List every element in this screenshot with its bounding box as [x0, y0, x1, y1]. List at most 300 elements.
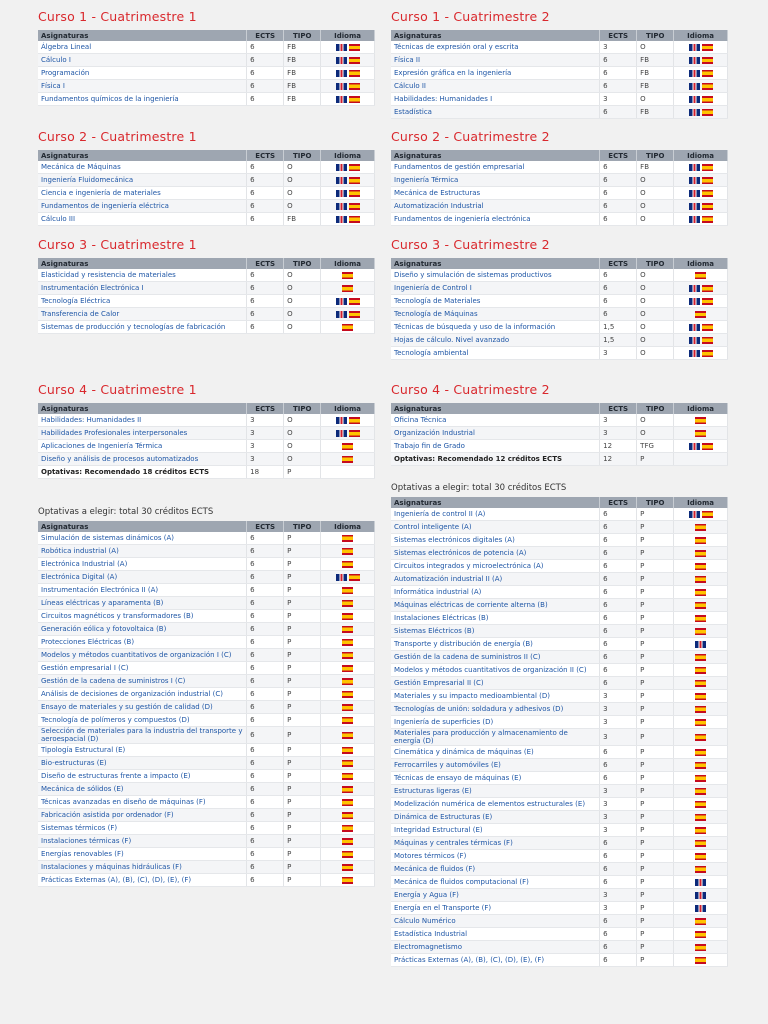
subject-link[interactable]: Sistemas electrónicos digitales (A): [391, 534, 600, 547]
subject-link[interactable]: Informática industrial (A): [391, 586, 600, 599]
subject-link[interactable]: Estadística Industrial: [391, 928, 600, 941]
spain-flag-icon: [342, 851, 353, 858]
subject-link[interactable]: Diseño y simulación de sistemas productivos: [391, 269, 600, 282]
idioma-cell: [674, 664, 728, 677]
spain-flag-icon: [702, 285, 713, 292]
spain-flag-icon: [349, 298, 360, 305]
subject-link[interactable]: Transporte y distribución de energía (B): [391, 638, 600, 651]
tipo-cell: P: [637, 625, 674, 638]
tipo-cell: TFG: [637, 440, 674, 453]
idioma-cell: [674, 347, 728, 360]
ects-cell: 6: [600, 560, 637, 573]
tipo-cell: O: [284, 453, 321, 466]
spain-flag-icon: [342, 548, 353, 555]
ects-cell: 6: [247, 744, 284, 757]
header-idioma: Idioma: [321, 258, 375, 269]
subject-link[interactable]: Habilidades: Humanidades I: [391, 93, 600, 106]
subject-link[interactable]: Física I: [38, 80, 247, 93]
subject-link[interactable]: Energía en el Transporte (F): [391, 902, 600, 915]
table-row: [38, 861, 375, 874]
ects-cell: 6: [600, 928, 637, 941]
ects-cell: 6: [247, 610, 284, 623]
spain-flag-icon: [695, 667, 706, 674]
spain-flag-icon: [695, 734, 706, 741]
subject-link[interactable]: Sistemas de producción y tecnologías de fabricación: [38, 321, 247, 334]
table-row: [391, 41, 728, 54]
table-row: [38, 558, 375, 571]
ects-cell: 6: [600, 850, 637, 863]
table-row: [38, 649, 375, 662]
subject-link[interactable]: Bio-estructuras (E): [38, 757, 247, 770]
tipo-cell: O: [284, 282, 321, 295]
spain-flag-icon: [695, 602, 706, 609]
ects-cell: 6: [247, 308, 284, 321]
tipo-cell: P: [637, 453, 674, 466]
subject-link[interactable]: Automatización Industrial: [391, 200, 600, 213]
table-row: [391, 638, 728, 651]
subject-link[interactable]: Automatización industrial II (A): [391, 573, 600, 586]
table-row: [391, 837, 728, 850]
subject-link[interactable]: Sistemas electrónicos de potencia (A): [391, 547, 600, 560]
subject-link[interactable]: Motores térmicos (F): [391, 850, 600, 863]
subject-link[interactable]: Estructuras ligeras (E): [391, 785, 600, 798]
subject-link[interactable]: Ciencia e ingeniería de materiales: [38, 187, 247, 200]
subject-link[interactable]: Técnicas de búsqueda y uso de la información: [391, 321, 600, 334]
subject-link[interactable]: Materiales y su impacto medioambiental (D): [391, 690, 600, 703]
spain-flag-icon: [349, 177, 360, 184]
spain-flag-icon: [342, 747, 353, 754]
subject-link[interactable]: Modelos y métodos cuantitativos de organización I (C): [38, 649, 247, 662]
subject-link[interactable]: Integridad Estructural (E): [391, 824, 600, 837]
subject-link[interactable]: Técnicas avanzadas en diseño de máquinas (F): [38, 796, 247, 809]
section-title: Curso 3 - Cuatrimestre 2: [391, 237, 550, 252]
spain-flag-icon: [695, 654, 706, 661]
subject-link[interactable]: Ingeniería de control II (A): [391, 508, 600, 521]
spain-flag-icon: [695, 537, 706, 544]
subject-link[interactable]: Tecnología ambiental: [391, 347, 600, 360]
idioma-cell: [321, 796, 375, 809]
spain-flag-icon: [342, 704, 353, 711]
spain-flag-icon: [342, 665, 353, 672]
subject-link[interactable]: Gestión de la cadena de suministros II (C): [391, 651, 600, 664]
subject-link[interactable]: Robótica industrial (A): [38, 545, 247, 558]
uk-flag-icon: [689, 337, 700, 344]
idioma-cell: [674, 915, 728, 928]
subject-link[interactable]: Gestión de la cadena de suministros I (C): [38, 675, 247, 688]
table-row: [391, 453, 728, 466]
tipo-cell: P: [637, 889, 674, 902]
idioma-cell: [674, 508, 728, 521]
spain-flag-icon: [695, 430, 706, 437]
header-asignaturas: Asignaturas: [38, 150, 247, 161]
table-row: [38, 662, 375, 675]
ects-cell: 3: [600, 414, 637, 427]
subject-link[interactable]: Trabajo fin de Grado: [391, 440, 600, 453]
tipo-cell: P: [637, 863, 674, 876]
subject-link[interactable]: Prácticas Externas (A), (B), (C), (D), (E), (F): [38, 874, 247, 887]
uk-flag-icon: [336, 164, 347, 171]
subject-link[interactable]: Instalaciones y máquinas hidráulicas (F): [38, 861, 247, 874]
spain-flag-icon: [695, 589, 706, 596]
header-asignaturas: Asignaturas: [38, 30, 247, 41]
subject-link[interactable]: Cinemática y dinámica de máquinas (E): [391, 746, 600, 759]
subject-link[interactable]: Dinámica de Estructuras (E): [391, 811, 600, 824]
idioma-cell: [321, 282, 375, 295]
subjects-table: [391, 30, 728, 119]
header-ects: ECTS: [247, 150, 284, 161]
subject-link[interactable]: Instalaciones térmicas (F): [38, 835, 247, 848]
header-ects: ECTS: [247, 258, 284, 269]
header-asignaturas: Asignaturas: [38, 258, 247, 269]
subject-link[interactable]: Fabricación asistida por ordenador (F): [38, 809, 247, 822]
ects-cell: 6: [600, 651, 637, 664]
subject-link[interactable]: Instrumentación Electrónica I: [38, 282, 247, 295]
subject-link[interactable]: Ingeniería Fluidomecánica: [38, 174, 247, 187]
table-row: [391, 295, 728, 308]
section-c2q2: [391, 129, 728, 226]
spain-flag-icon: [695, 762, 706, 769]
header-ects: ECTS: [247, 403, 284, 414]
uk-flag-icon: [689, 70, 700, 77]
subject-link[interactable]: Mecánica de Máquinas: [38, 161, 247, 174]
subject-link[interactable]: Instalaciones Eléctricas (B): [391, 612, 600, 625]
subject-link[interactable]: Cálculo III: [38, 213, 247, 226]
subject-link[interactable]: Fundamentos de ingeniería eléctrica: [38, 200, 247, 213]
spain-flag-icon: [702, 70, 713, 77]
idioma-cell: [674, 746, 728, 759]
table-row: [38, 874, 375, 887]
subject-link[interactable]: Ferrocarriles y automóviles (E): [391, 759, 600, 772]
subject-link[interactable]: Materiales para producción y almacenamiento de energía (D): [391, 729, 600, 746]
subject-link[interactable]: Diseño y análisis de procesos automatizados: [38, 453, 247, 466]
subject-link[interactable]: Expresión gráfica en la ingeniería: [391, 67, 600, 80]
subjects-table: [38, 521, 375, 887]
idioma-cell: [321, 295, 375, 308]
subject-link[interactable]: Instrumentación Electrónica II (A): [38, 584, 247, 597]
subject-link[interactable]: Protecciones Eléctricas (B): [38, 636, 247, 649]
ects-cell: 6: [247, 295, 284, 308]
subject-link[interactable]: Diseño de estructuras frente a impacto (E): [38, 770, 247, 783]
idioma-cell: [674, 798, 728, 811]
ects-cell: 3: [600, 729, 637, 746]
spain-flag-icon: [695, 680, 706, 687]
subject-link[interactable]: Cálculo II: [391, 80, 600, 93]
idioma-cell: [674, 41, 728, 54]
spain-flag-icon: [342, 285, 353, 292]
ects-cell: 3: [247, 427, 284, 440]
uk-flag-icon: [695, 641, 706, 648]
ects-cell: 6: [247, 727, 284, 744]
idioma-cell: [674, 414, 728, 427]
table-row: [391, 534, 728, 547]
subject-link[interactable]: Mecánica de fluidos (F): [391, 863, 600, 876]
subject-link[interactable]: Prácticas Externas (A), (B), (C), (D), (E), (F): [391, 954, 600, 967]
subject-link[interactable]: Ingeniería Térmica: [391, 174, 600, 187]
tipo-cell: O: [637, 174, 674, 187]
table-row: [38, 545, 375, 558]
spain-flag-icon: [695, 550, 706, 557]
subject-link[interactable]: Oficina Técnica: [391, 414, 600, 427]
table-row: [38, 80, 375, 93]
ects-cell: 6: [247, 714, 284, 727]
ects-cell: 3: [600, 716, 637, 729]
subject-link[interactable]: Transferencia de Calor: [38, 308, 247, 321]
ects-cell: 6: [247, 662, 284, 675]
table-row: [38, 623, 375, 636]
tipo-cell: O: [284, 187, 321, 200]
spain-flag-icon: [695, 706, 706, 713]
table-row: [391, 547, 728, 560]
subject-link[interactable]: Mecánica de Estructuras: [391, 187, 600, 200]
subject-link[interactable]: Habilidades: Humanidades II: [38, 414, 247, 427]
idioma-cell: [321, 414, 375, 427]
tipo-cell: O: [637, 295, 674, 308]
header-tipo: TIPO: [284, 30, 321, 41]
tipo-cell: O: [284, 174, 321, 187]
ects-cell: 3: [600, 902, 637, 915]
subjects-table: [391, 497, 728, 967]
header-ects: ECTS: [247, 521, 284, 532]
spain-flag-icon: [702, 109, 713, 116]
spain-flag-icon: [349, 164, 360, 171]
spain-flag-icon: [702, 350, 713, 357]
tipo-cell: O: [284, 269, 321, 282]
subject-link[interactable]: Control inteligente (A): [391, 521, 600, 534]
subject-link[interactable]: Mecánica de sólidos (E): [38, 783, 247, 796]
idioma-cell: [674, 824, 728, 837]
subject-link[interactable]: Energía y Agua (F): [391, 889, 600, 902]
table-header-row: [38, 521, 375, 532]
spain-flag-icon: [702, 96, 713, 103]
table-row: [391, 928, 728, 941]
spain-flag-icon: [342, 786, 353, 793]
table-row: [391, 308, 728, 321]
subject-link[interactable]: Habilidades Profesionales interpersonales: [38, 427, 247, 440]
idioma-cell: [674, 941, 728, 954]
ects-cell: 6: [600, 54, 637, 67]
uk-flag-icon: [336, 311, 347, 318]
tipo-cell: P: [284, 744, 321, 757]
idioma-cell: [321, 610, 375, 623]
table-header-row: [391, 403, 728, 414]
subject-link[interactable]: Sistemas Eléctricos (B): [391, 625, 600, 638]
ects-cell: 6: [600, 746, 637, 759]
spain-flag-icon: [349, 216, 360, 223]
tipo-cell: FB: [637, 67, 674, 80]
ects-cell: 6: [247, 174, 284, 187]
ects-cell: 6: [600, 876, 637, 889]
header-asignaturas: Asignaturas: [38, 403, 247, 414]
table-row: [38, 727, 375, 744]
tipo-cell: P: [284, 636, 321, 649]
subject-link[interactable]: Modelos y métodos cuantitativos de organización II (C): [391, 664, 600, 677]
subject-link[interactable]: Simulación de sistemas dinámicos (A): [38, 532, 247, 545]
subject-link[interactable]: Técnicas de ensayo de máquinas (E): [391, 772, 600, 785]
ects-cell: 6: [247, 532, 284, 545]
subject-link[interactable]: Líneas eléctricas y aparamenta (B): [38, 597, 247, 610]
header-asignaturas: Asignaturas: [38, 521, 247, 532]
table-row: [38, 701, 375, 714]
spain-flag-icon: [702, 190, 713, 197]
spain-flag-icon: [702, 83, 713, 90]
subject-link[interactable]: Tecnología Eléctrica: [38, 295, 247, 308]
ects-cell: 6: [600, 187, 637, 200]
uk-flag-icon: [689, 350, 700, 357]
subject-link[interactable]: Máquinas eléctricas de corriente alterna (B): [391, 599, 600, 612]
subject-link[interactable]: Elasticidad y resistencia de materiales: [38, 269, 247, 282]
subjects-table: [391, 403, 728, 466]
tipo-cell: P: [284, 466, 321, 479]
spain-flag-icon: [342, 773, 353, 780]
subject-link[interactable]: Generación eólica y fotovoltaica (B): [38, 623, 247, 636]
table-row: [38, 200, 375, 213]
tipo-cell: P: [284, 835, 321, 848]
ects-cell: 3: [247, 453, 284, 466]
subject-link[interactable]: Fundamentos de ingeniería electrónica: [391, 213, 600, 226]
table-row: [391, 746, 728, 759]
idioma-cell: [674, 703, 728, 716]
subject-link[interactable]: Técnicas de expresión oral y escrita: [391, 41, 600, 54]
idioma-cell: [674, 716, 728, 729]
idioma-cell: [674, 573, 728, 586]
subject-link[interactable]: Energías renovables (F): [38, 848, 247, 861]
uk-flag-icon: [689, 109, 700, 116]
subject-link[interactable]: Modelización numérica de elementos estructurales (E): [391, 798, 600, 811]
ects-cell: 6: [600, 772, 637, 785]
subject-link[interactable]: Organización Industrial: [391, 427, 600, 440]
tipo-cell: P: [284, 783, 321, 796]
spain-flag-icon: [342, 535, 353, 542]
tipo-cell: O: [637, 308, 674, 321]
tipo-cell: FB: [284, 54, 321, 67]
tipo-cell: P: [637, 534, 674, 547]
table-row: [38, 757, 375, 770]
spain-flag-icon: [342, 272, 353, 279]
spain-flag-icon: [349, 574, 360, 581]
subject-link[interactable]: Circuitos integrados y microelectrónica (A): [391, 560, 600, 573]
idioma-cell: [321, 213, 375, 226]
tipo-cell: O: [284, 321, 321, 334]
table-row: [38, 174, 375, 187]
subject-link[interactable]: Gestión Empresarial II (C): [391, 677, 600, 690]
uk-flag-icon: [689, 511, 700, 518]
subject-link[interactable]: Mecánica de fluidos computacional (F): [391, 876, 600, 889]
subject-link[interactable]: Programación: [38, 67, 247, 80]
spain-flag-icon: [342, 732, 353, 739]
table-row: [391, 677, 728, 690]
subject-link[interactable]: Física II: [391, 54, 600, 67]
uk-flag-icon: [695, 905, 706, 912]
ects-cell: 6: [247, 54, 284, 67]
tipo-cell: P: [284, 545, 321, 558]
tipo-cell: P: [637, 811, 674, 824]
spain-flag-icon: [702, 216, 713, 223]
subject-link[interactable]: Ingeniería de superficies (D): [391, 716, 600, 729]
table-row: [391, 798, 728, 811]
header-tipo: TIPO: [284, 403, 321, 414]
spain-flag-icon: [702, 324, 713, 331]
spain-flag-icon: [342, 877, 353, 884]
ects-cell: 6: [247, 187, 284, 200]
subject-link[interactable]: Análisis de decisiones de organización industrial (C): [38, 688, 247, 701]
subject-link[interactable]: Cálculo Numérico: [391, 915, 600, 928]
subject-link[interactable]: Circuitos magnéticos y transformadores (B): [38, 610, 247, 623]
subject-link[interactable]: Selección de materiales para la industria del transporte y aeroespacial (D): [38, 727, 247, 744]
subject-link[interactable]: Tecnología de polímeros y compuestos (D): [38, 714, 247, 727]
tipo-cell: O: [284, 200, 321, 213]
uk-flag-icon: [689, 285, 700, 292]
subject-link[interactable]: Fundamentos químicos de la ingeniería: [38, 93, 247, 106]
ects-cell: 3: [600, 93, 637, 106]
subject-link[interactable]: Hojas de cálculo. Nivel avanzado: [391, 334, 600, 347]
table-row: [391, 703, 728, 716]
table-row: [391, 811, 728, 824]
tipo-cell: P: [284, 610, 321, 623]
uk-flag-icon: [689, 44, 700, 51]
spain-flag-icon: [342, 812, 353, 819]
tipo-cell: P: [637, 703, 674, 716]
header-ects: ECTS: [247, 30, 284, 41]
subject-link[interactable]: Fundamentos de gestión empresarial: [391, 161, 600, 174]
subject-link[interactable]: Tecnología de Máquinas: [391, 308, 600, 321]
spain-flag-icon: [342, 838, 353, 845]
subject-link[interactable]: Gestión empresarial I (C): [38, 662, 247, 675]
subject-link[interactable]: Ingeniería de Control I: [391, 282, 600, 295]
ects-cell: 18: [247, 466, 284, 479]
subject-link[interactable]: Estadística: [391, 106, 600, 119]
ects-cell: 6: [247, 701, 284, 714]
header-idioma: Idioma: [674, 258, 728, 269]
tipo-cell: O: [284, 427, 321, 440]
subject-link[interactable]: Cálculo I: [38, 54, 247, 67]
subject-link[interactable]: Tecnología de Materiales: [391, 295, 600, 308]
table-row: [391, 427, 728, 440]
spain-flag-icon: [349, 44, 360, 51]
idioma-cell: [321, 80, 375, 93]
subject-link[interactable]: Sistemas térmicos (F): [38, 822, 247, 835]
uk-flag-icon: [689, 324, 700, 331]
subject-link[interactable]: Tipología Estructural (E): [38, 744, 247, 757]
ects-cell: 3: [600, 889, 637, 902]
subject-link[interactable]: Máquinas y centrales térmicas (F): [391, 837, 600, 850]
ects-cell: 6: [247, 848, 284, 861]
subject-link[interactable]: Electrónica Digital (A): [38, 571, 247, 584]
idioma-cell: [674, 427, 728, 440]
subject-link[interactable]: Tecnologías de unión: soldadura y adhesivos (D): [391, 703, 600, 716]
table-row: [391, 282, 728, 295]
spain-flag-icon: [695, 801, 706, 808]
subject-link[interactable]: Aplicaciones de Ingeniería Térmica: [38, 440, 247, 453]
spain-flag-icon: [349, 83, 360, 90]
ects-cell: 6: [600, 612, 637, 625]
spain-flag-icon: [702, 44, 713, 51]
idioma-cell: [674, 612, 728, 625]
tipo-cell: FB: [284, 67, 321, 80]
ects-cell: 6: [600, 534, 637, 547]
spain-flag-icon: [349, 70, 360, 77]
spain-flag-icon: [349, 430, 360, 437]
subject-link[interactable]: Ensayo de materiales y su gestión de calidad (D): [38, 701, 247, 714]
table-row: [38, 848, 375, 861]
section-c4q1: [38, 382, 375, 479]
ects-cell: 6: [247, 822, 284, 835]
spain-flag-icon: [702, 443, 713, 450]
section-c1q2: [391, 9, 728, 119]
subject-link[interactable]: Álgebra Lineal: [38, 41, 247, 54]
uk-flag-icon: [336, 203, 347, 210]
subject-link[interactable]: Electromagnetismo: [391, 941, 600, 954]
subject-link[interactable]: Electrónica Industrial (A): [38, 558, 247, 571]
